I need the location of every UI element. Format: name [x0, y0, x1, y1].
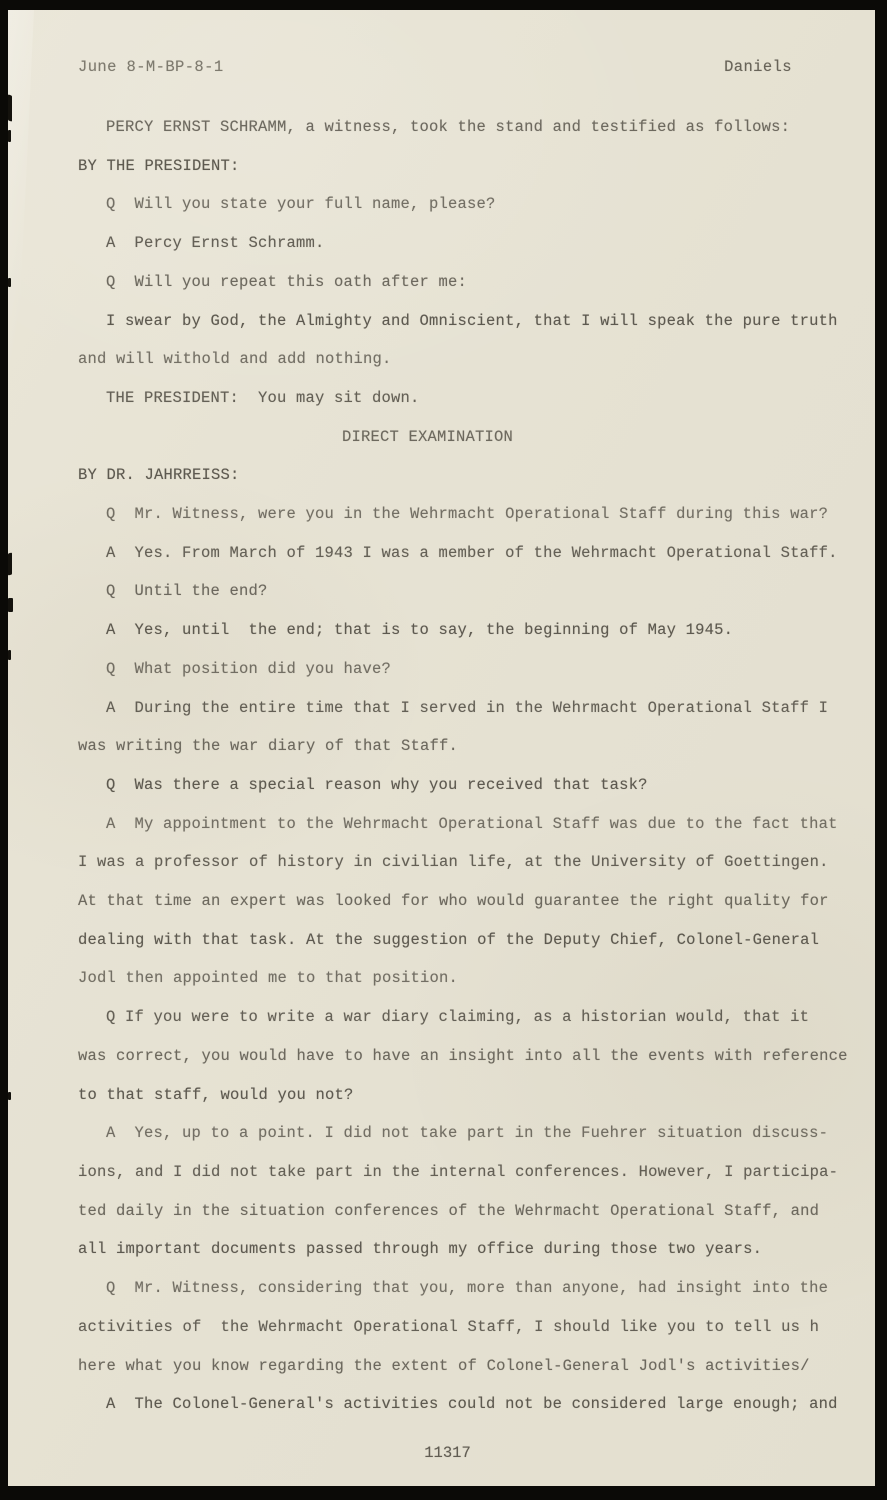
transcript-line: ted daily in the situation conferences of the Wehrmacht Operational Staff, and: [78, 1201, 820, 1220]
paper-edge-notch: [8, 598, 13, 612]
transcript-line: A The Colonel-General's activities could not be considered large enough; and: [106, 1395, 838, 1414]
transcript-body: [78, 108, 857, 1424]
header-session-code: June 8-M-BP-8-1: [78, 58, 224, 76]
transcript-line: A My appointment to the Wehrmacht Operational Staff was due to the fact that: [106, 814, 838, 833]
transcript-line: PERCY ERNST SCHRAMM, a witness, took the stand and testified as follows:: [106, 118, 791, 136]
paper-edge-notch: [8, 130, 11, 142]
transcript-line: was correct, you would have to have an insight into all the events with reference: [78, 1046, 848, 1065]
transcript-line: Q Was there a special reason why you received that task?: [106, 775, 648, 794]
transcript-line: was writing the war diary of that Staff.: [78, 737, 459, 756]
transcript-line: Q Mr. Witness, were you in the Wehrmacht Operational Staff during this war?: [106, 505, 829, 524]
transcript-line: A Yes. From March of 1943 I was a member of the Wehrmacht Operational Staff.: [106, 543, 838, 562]
transcript-line: Jodl then appointed me to that position.: [78, 969, 459, 988]
transcript-line: ions, and I did not take part in the internal conferences. However, I participa-: [78, 1162, 839, 1181]
transcript-line: I was a professor of history in civilian life, at the University of Goettingen.: [78, 853, 829, 872]
transcript-line: BY THE PRESIDENT:: [78, 156, 240, 175]
transcript-line: Q What position did you have?: [106, 659, 392, 678]
paper-edge-notch: [8, 553, 12, 576]
transcript-line: Q Will you state your full name, please?: [106, 195, 496, 214]
transcript-line: Q Will you repeat this oath after me:: [106, 272, 468, 291]
transcript-line: DIRECT EXAMINATION: [341, 427, 514, 446]
page-number: 11317: [424, 1444, 471, 1462]
transcript-line: Q Mr. Witness, considering that you, more than anyone, had insight into the: [106, 1279, 829, 1298]
transcript-line: I swear by God, the Almighty and Omniscient, that I will speak the pure truth: [106, 311, 838, 330]
paper-edge-notch: [8, 1092, 11, 1100]
transcript-line: BY DR. JAHRREISS:: [78, 466, 240, 485]
paper-edge-notch: [8, 94, 12, 121]
paper-edge-highlight: [8, 10, 34, 370]
paper-edge-notch: [8, 278, 11, 287]
transcript-line: to that staff, would you not?: [78, 1085, 354, 1104]
transcript-line: Q If you were to write a war diary claiming, as a historian would, that it: [106, 1008, 810, 1027]
transcript-line: here what you know regarding the extent of Colonel-General Jodl's activities/: [78, 1356, 810, 1375]
transcript-line: A Percy Ernst Schramm.: [106, 234, 325, 253]
transcript-line: At that time an expert was looked for who would guarantee the right quality for: [78, 892, 829, 911]
paper-edge-notch: [8, 650, 11, 660]
document-page: [8, 10, 875, 1486]
transcript-line: A During the entire time that I served in the Wehrmacht Operational Staff I: [106, 698, 829, 717]
transcript-line: Q Until the end?: [106, 582, 268, 601]
page-header: [78, 58, 792, 76]
transcript-line: A Yes, until the end; that is to say, the beginning of May 1945.: [106, 621, 734, 640]
transcript-line: A Yes, up to a point. I did not take part in the Fuehrer situation discuss-: [106, 1124, 829, 1143]
transcript-line: all important documents passed through my office during those two years.: [78, 1240, 763, 1259]
transcript-line: and will withold and add nothing.: [78, 350, 392, 369]
transcript-line: activities of the Wehrmacht Operational Staff, I should like you to tell us h: [78, 1317, 820, 1336]
header-reporter-name: Daniels: [724, 58, 792, 76]
transcript-line: dealing with that task. At the suggestion of the Deputy Chief, Colonel-General: [78, 930, 820, 949]
transcript-line: THE PRESIDENT: You may sit down.: [106, 388, 420, 407]
